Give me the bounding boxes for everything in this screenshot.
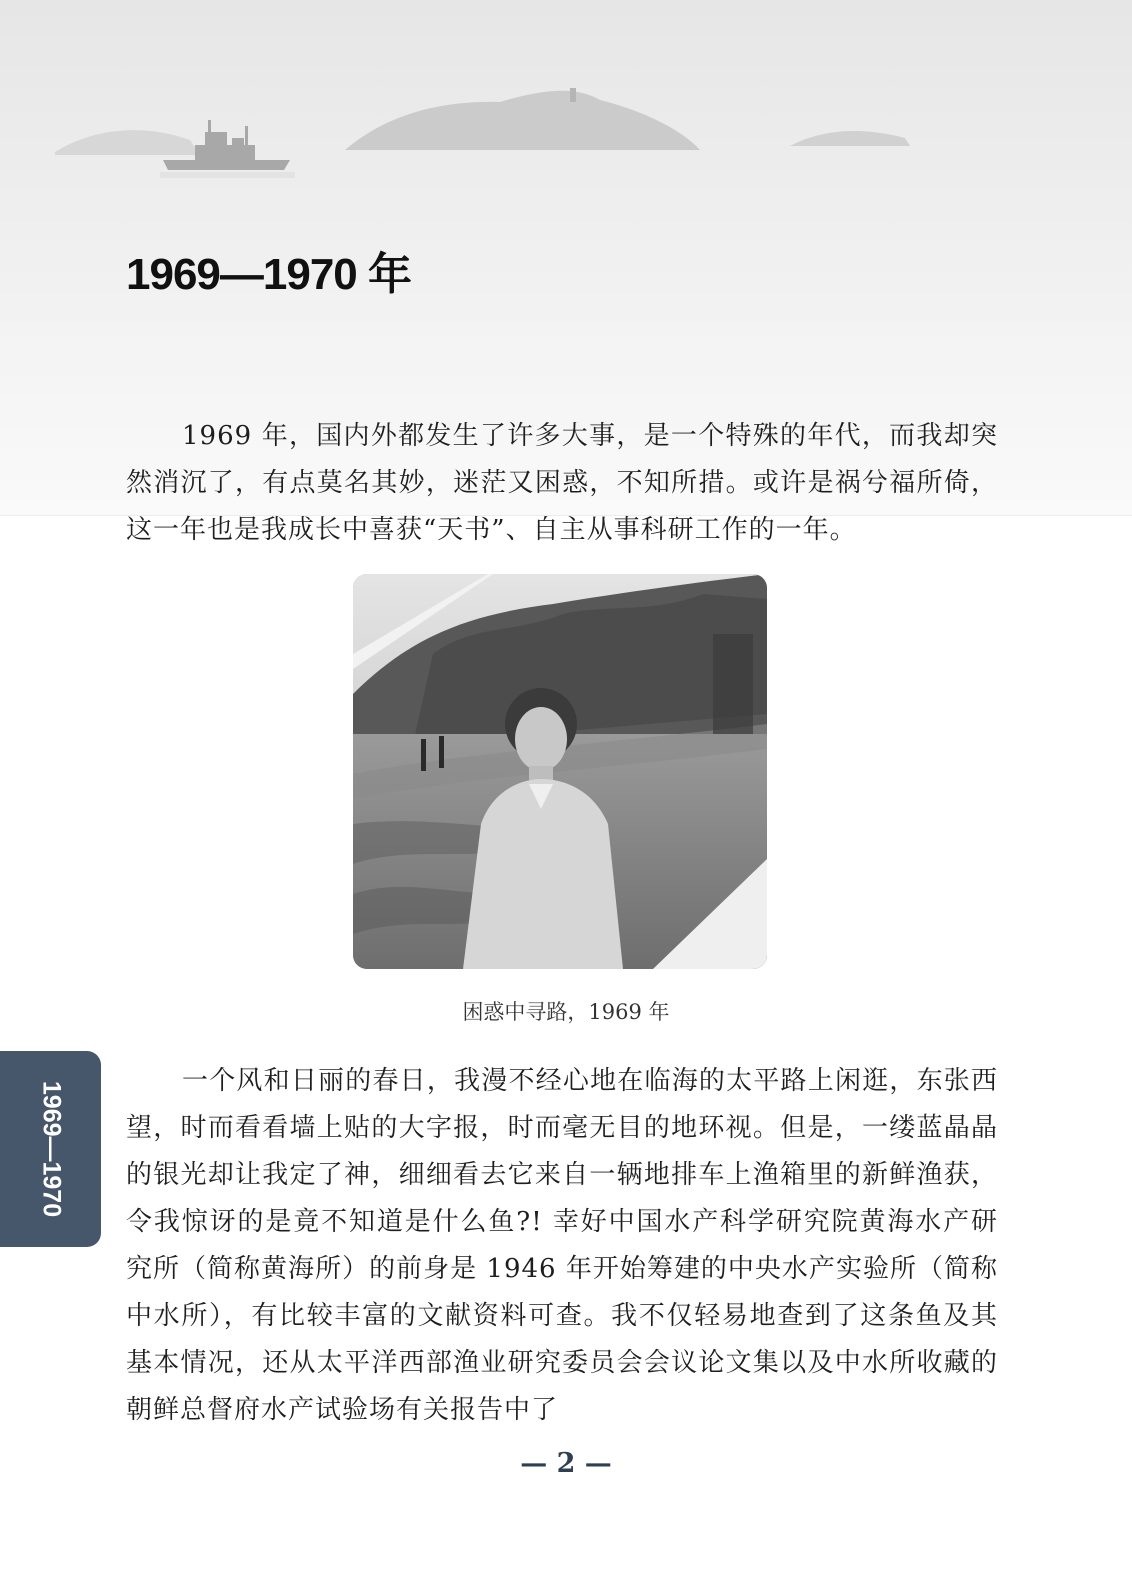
page-number: — 2 — [520,1448,612,1479]
photo-caption: 困惑中寻路，1969 年 [462,1000,670,1024]
portrait-photo [353,574,767,969]
chapter-side-tab [0,1051,101,1247]
side-tab-label: 1969—1970 [37,1080,65,1218]
chapter-title: 1969—1970 年 [126,250,411,299]
body-paragraph-1: 1969 年，国内外都发生了许多大事，是一个特殊的年代，而我却突然消沉了，有点莫名其妙，迷茫又困惑，不知所措。或许是祸兮福所倚，这一年也是我成长中喜获“天书”、自主从事科研工作的一年。 [126,421,998,545]
body-paragraph-2: 一个风和日丽的春日，我漫不经心地在临海的太平路上闲逛，东张西望，时而看看墙上贴的大字报，时而毫无目的地环视。但是，一缕蓝晶晶的银光却让我定了神，细细看去它来自一辆地排车上渔箱里的新鲜渔获，令我惊讶的是竟不知道是什么鱼?! 幸好中国水产科学研究院黄海水产研究所（简称黄海所）的前身是 1946 年开始筹建的中央水产实验所（简称中水所），有比较丰富的文献资料可查。我不仅轻易地查到了这条鱼及其基本情况，还从太平洋西部渔业研究委员会会议论文集以及中水所收藏的朝鲜总督府水产试验场有关报告中了 [126,1066,998,1425]
